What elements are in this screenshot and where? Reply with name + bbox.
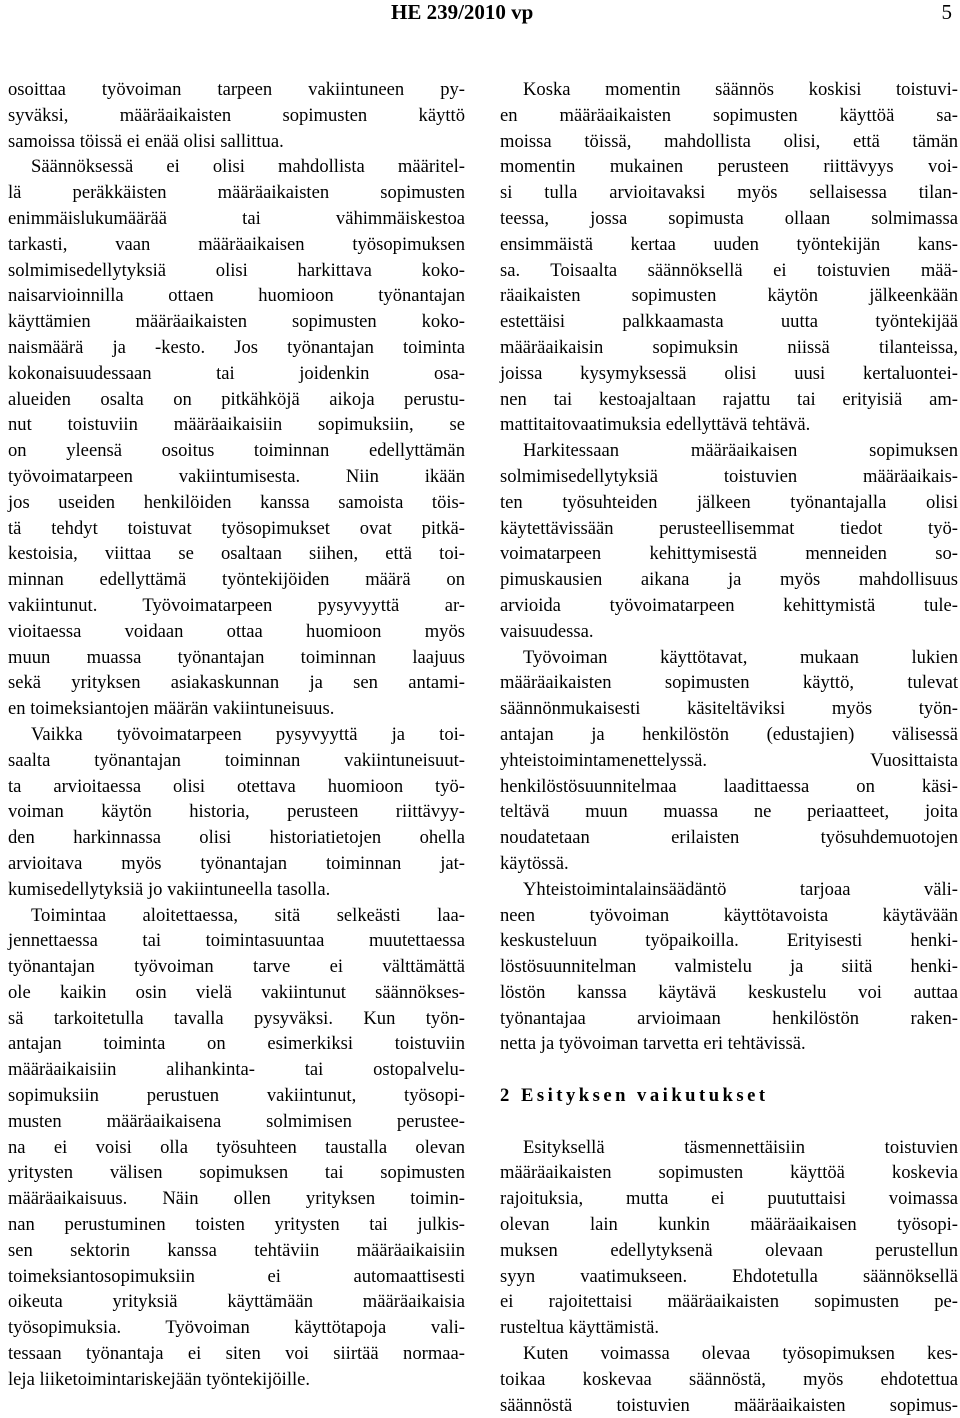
text-line: toikaa koskevaa säännöstä, myös ehdotettua bbox=[500, 1368, 958, 1390]
text-line: arvioida työvoimatarpeen kehittymistä tule- bbox=[500, 594, 958, 616]
text-line: moissa töissä, mahdollista olisi, että tämän bbox=[500, 130, 958, 152]
text-line: en toimeksiantojen määrän vakiintuneisuus. bbox=[8, 698, 335, 720]
text-line: alueiden osalta on pitkähköjä aikoja perustu- bbox=[8, 388, 465, 410]
text-line: löstön kanssa käytävä keskustelu voi auttaa bbox=[500, 981, 958, 1003]
text-line: sä tarkoitetulla tavalla pysyväksi. Kun työn- bbox=[8, 1007, 465, 1029]
text-line: si tulla arvioitavaksi myös sellaisessa tilan- bbox=[500, 182, 958, 204]
text-line: samoissa töissä ei enää olisi sallittua. bbox=[8, 130, 284, 152]
right-column bbox=[500, 77, 958, 1418]
text-line: määräaikaisiin alihankinta- tai ostopalvelu- bbox=[8, 1059, 465, 1081]
text-line: lä peräkkäisten määräaikaisten sopimusten bbox=[8, 182, 465, 204]
spacer bbox=[500, 1109, 958, 1135]
text-line: työsopimuksia. Työvoiman käyttötapoja vali- bbox=[8, 1317, 465, 1339]
text-line: Esityksellä täsmennettäisiin toistuvien bbox=[523, 1136, 958, 1158]
text-line: räaikaisten sopimusten käytön jälkeenkään bbox=[500, 285, 958, 307]
text-line: pimuskausien aikana ja myös mahdollisuus bbox=[500, 569, 958, 591]
text-line: määräaikaisten sopimusten käyttö, tulevat bbox=[500, 672, 958, 694]
text-line: estettäisi palkkaamasta uutta työntekijää bbox=[500, 311, 958, 333]
text-line: on yleensä osoitus toiminnan edellyttämän bbox=[8, 440, 465, 462]
text-line: työnantajaa arvioimaan henkilöstön raken- bbox=[500, 1007, 958, 1029]
text-line: naismäärä ja -kesto. Jos työnantajan toiminta bbox=[8, 336, 465, 358]
text-line: sen sektorin kanssa tehtäviin määräaikaisiin bbox=[8, 1239, 465, 1261]
text-line: naisarvioinnilla ottaen huomioon työnantajan bbox=[8, 285, 465, 307]
text-line: määräaikaisuus. Näin ollen yrityksen toimin- bbox=[8, 1188, 465, 1210]
text-line: tä tehdyt toistuvat työsopimukset ovat pitkä- bbox=[8, 517, 465, 539]
text-line: minnan edellyttämä työntekijöiden määrä on bbox=[8, 569, 465, 591]
text-line: käytettävissään perusteellisemmat tiedot työ- bbox=[500, 517, 958, 539]
text-line: Harkitessaan määräaikaisen sopimuksen bbox=[523, 440, 958, 462]
text-line: saalta työnantajan toiminnan vakiintuneisuut- bbox=[8, 749, 465, 771]
text-line: nut toistuviin määräaikaisiin sopimuksiin, se bbox=[8, 414, 465, 436]
document-id: HE 239/2010 vp bbox=[391, 0, 534, 24]
section-heading: 2 Esityksen vaikutukset bbox=[500, 1085, 769, 1107]
text-line: muun muassa työnantajan toiminnan laajuus bbox=[8, 646, 465, 668]
text-line: teessa, jossa sopimusta ollaan solmimassa bbox=[500, 207, 958, 229]
text-line: neen työvoiman käyttötavoista käytävään bbox=[500, 904, 958, 926]
text-line: antajan ja henkilöstön (edustajien) välisessä bbox=[500, 723, 958, 745]
text-line: Säännöksessä ei olisi mahdollista määritel- bbox=[31, 156, 465, 178]
text-line: ten työsuhteiden jälkeen työnantajalla olisi bbox=[500, 491, 958, 513]
text-line: säännönmukaisesti käsiteltäviksi myös työn- bbox=[500, 698, 958, 720]
text-line: vaisuudessa. bbox=[500, 620, 594, 642]
text-line: solmimisedellytyksiä toistuvien määräaikais- bbox=[500, 465, 958, 487]
text-line: kumisedellytyksiä jo vakiintuneella tasolla. bbox=[8, 878, 331, 900]
text-line: yritysten välisen sopimuksen tai sopimusten bbox=[8, 1162, 465, 1184]
text-line: kestoisia, viittaa se osaltaan siihen, että toi- bbox=[8, 543, 465, 565]
text-line: työvoimatarpeen vakiintumisesta. Niin ikään bbox=[8, 465, 465, 487]
text-line: määräaikaisten sopimusten käyttöä koskevia bbox=[500, 1162, 958, 1184]
left-column bbox=[8, 77, 465, 1393]
text-line: en määräaikaisten sopimusten käyttöä sa- bbox=[500, 104, 958, 126]
text-line: enimmäislukumäärää tai vähimmäiskestoa bbox=[8, 207, 465, 229]
text-line: nan perustuminen toisten yritysten tai julkis- bbox=[8, 1214, 465, 1236]
text-line: Kuten voimassa olevaa työsopimuksen kes- bbox=[523, 1343, 958, 1365]
text-line: den harkinnassa olisi historiatietojen ohella bbox=[8, 827, 465, 849]
text-line: voimatarpeen kehittymisestä menneiden so- bbox=[500, 543, 958, 565]
text-line: leja liiketoimintariskejään työntekijöille. bbox=[8, 1368, 311, 1390]
text-line: joissa kysymyksessä olisi uusi kertaluontei- bbox=[500, 362, 958, 384]
text-line: henkilöstösuunnitelmaa laadittaessa on käsi- bbox=[500, 775, 958, 797]
text-line: määräaikaisin sopimuksin niissä tilanteissa, bbox=[500, 336, 958, 358]
text-line: Yhteistoimintalainsäädäntö tarjoaa väli- bbox=[523, 878, 958, 900]
text-line: jennettaessa tai toimintasuuntaa muutettaessa bbox=[8, 930, 465, 952]
right-column-section-body bbox=[500, 1135, 958, 1418]
text-line: syyn vaatimukseen. Ehdotetulla säännöksellä bbox=[500, 1265, 958, 1287]
text-line: antajan toiminta on esimerkiksi toistuviin bbox=[8, 1033, 465, 1055]
text-line: arvioitava myös työnantajan toiminnan jat- bbox=[8, 852, 465, 874]
text-line: säännöstä toistuvien määräaikaisten sopimus- bbox=[500, 1394, 958, 1416]
text-line: solmimisedellytyksiä olisi harkittava koko- bbox=[8, 259, 465, 281]
text-line: rusteltua käyttämistä. bbox=[500, 1317, 660, 1339]
text-line: syväksi, määräaikaisten sopimusten käyttö bbox=[8, 104, 465, 126]
text-line: oikeuta yrityksiä käyttämään määräaikaisia bbox=[8, 1291, 465, 1313]
text-line: Koska momentin säännös koskisi toistuvi- bbox=[523, 79, 958, 100]
text-line: toimeksiantosopimuksiin ei automaattisesti bbox=[8, 1265, 465, 1287]
text-line: vioitaessa voidaan ottaa huomioon myös bbox=[8, 620, 465, 642]
text-line: työnantajan työvoiman tarve ei välttämättä bbox=[8, 956, 465, 978]
text-line: nen tai kestoajaltaan rajattu tai erityisiä am- bbox=[500, 388, 958, 410]
text-line: osoittaa työvoiman tarpeen vakiintuneen py- bbox=[8, 79, 465, 100]
text-line: keskusteluun työpaikoilla. Erityisesti henki- bbox=[500, 930, 958, 952]
text-line: Vaikka työvoimatarpeen pysyvyyttä ja toi- bbox=[31, 723, 465, 745]
text-line: netta ja työvoiman tarvetta eri tehtävissä. bbox=[500, 1033, 806, 1055]
text-line: voiman käytön historia, perusteen riittävyy- bbox=[8, 801, 465, 823]
text-line: sa. Toisaalta säännöksellä ei toistuvien mää- bbox=[500, 259, 958, 281]
spacer bbox=[500, 1057, 958, 1083]
text-line: käytössä. bbox=[500, 852, 569, 874]
right-column-body bbox=[500, 77, 958, 1057]
text-line: löstösuunnitelman valmistelu ja siitä henki- bbox=[500, 956, 958, 978]
text-line: momentin mukainen perusteen riittävyys voi- bbox=[500, 156, 958, 178]
text-line: ole kaikin osin vielä vakiintunut säännökses- bbox=[8, 981, 465, 1003]
text-line: sekä yrityksen asiakaskunnan ja sen antami- bbox=[8, 672, 465, 694]
text-line: sopimuksiin perustuen vakiintunut, työsopi- bbox=[8, 1085, 465, 1107]
text-line: jos useiden henkilöiden kanssa samoista töis- bbox=[8, 491, 465, 513]
text-line: ta arvioitaessa olisi otettava huomioon työ- bbox=[8, 775, 465, 797]
text-line: tessaan työnantaja ei siten voi siirtää normaa- bbox=[8, 1343, 465, 1365]
text-line: mattitaitovaatimuksia edellyttävä tehtävä. bbox=[500, 414, 811, 436]
text-line: na ei voisi olla työsuhteen taustalla olevan bbox=[8, 1136, 465, 1158]
text-line: teltävä muun muassa ne periaatteet, joita bbox=[500, 801, 958, 823]
text-line: musten määräaikaisena solmimisen perustee- bbox=[8, 1110, 465, 1132]
text-line: yhteistoimintamenettelyssä. Vuosittaista bbox=[500, 749, 958, 771]
page-header bbox=[0, 0, 960, 30]
text-line: Toimintaa aloitettaessa, sitä selkeästi laa- bbox=[31, 904, 465, 926]
text-line: Työvoiman käyttötavat, mukaan lukien bbox=[523, 646, 958, 668]
text-line: ensimmäistä kertaa uuden työntekijän kans- bbox=[500, 233, 958, 255]
text-line: muksen edellytyksenä olevaan perustellun bbox=[500, 1239, 958, 1261]
text-line: olevan lain kunkin määräaikaisen työsopi- bbox=[500, 1214, 958, 1236]
text-line: ei rajoitettaisi määräaikaisten sopimusten pe- bbox=[500, 1291, 958, 1313]
text-line: käyttämien määräaikaisten sopimusten koko- bbox=[8, 311, 465, 333]
page-number: 5 bbox=[941, 0, 952, 24]
text-line: tarkasti, vaan määräaikaisen työsopimuksen bbox=[8, 233, 465, 255]
text-line: vakiintunut. Työvoimatarpeen pysyvyyttä ar- bbox=[8, 594, 465, 616]
text-line: rajoituksia, mutta ei puututtaisi voimassa bbox=[500, 1188, 958, 1210]
text-line: noudatetaan erilaisten työsuhdemuotojen bbox=[500, 827, 958, 849]
text-line: kokonaisuudessaan tai joidenkin osa- bbox=[8, 362, 465, 384]
